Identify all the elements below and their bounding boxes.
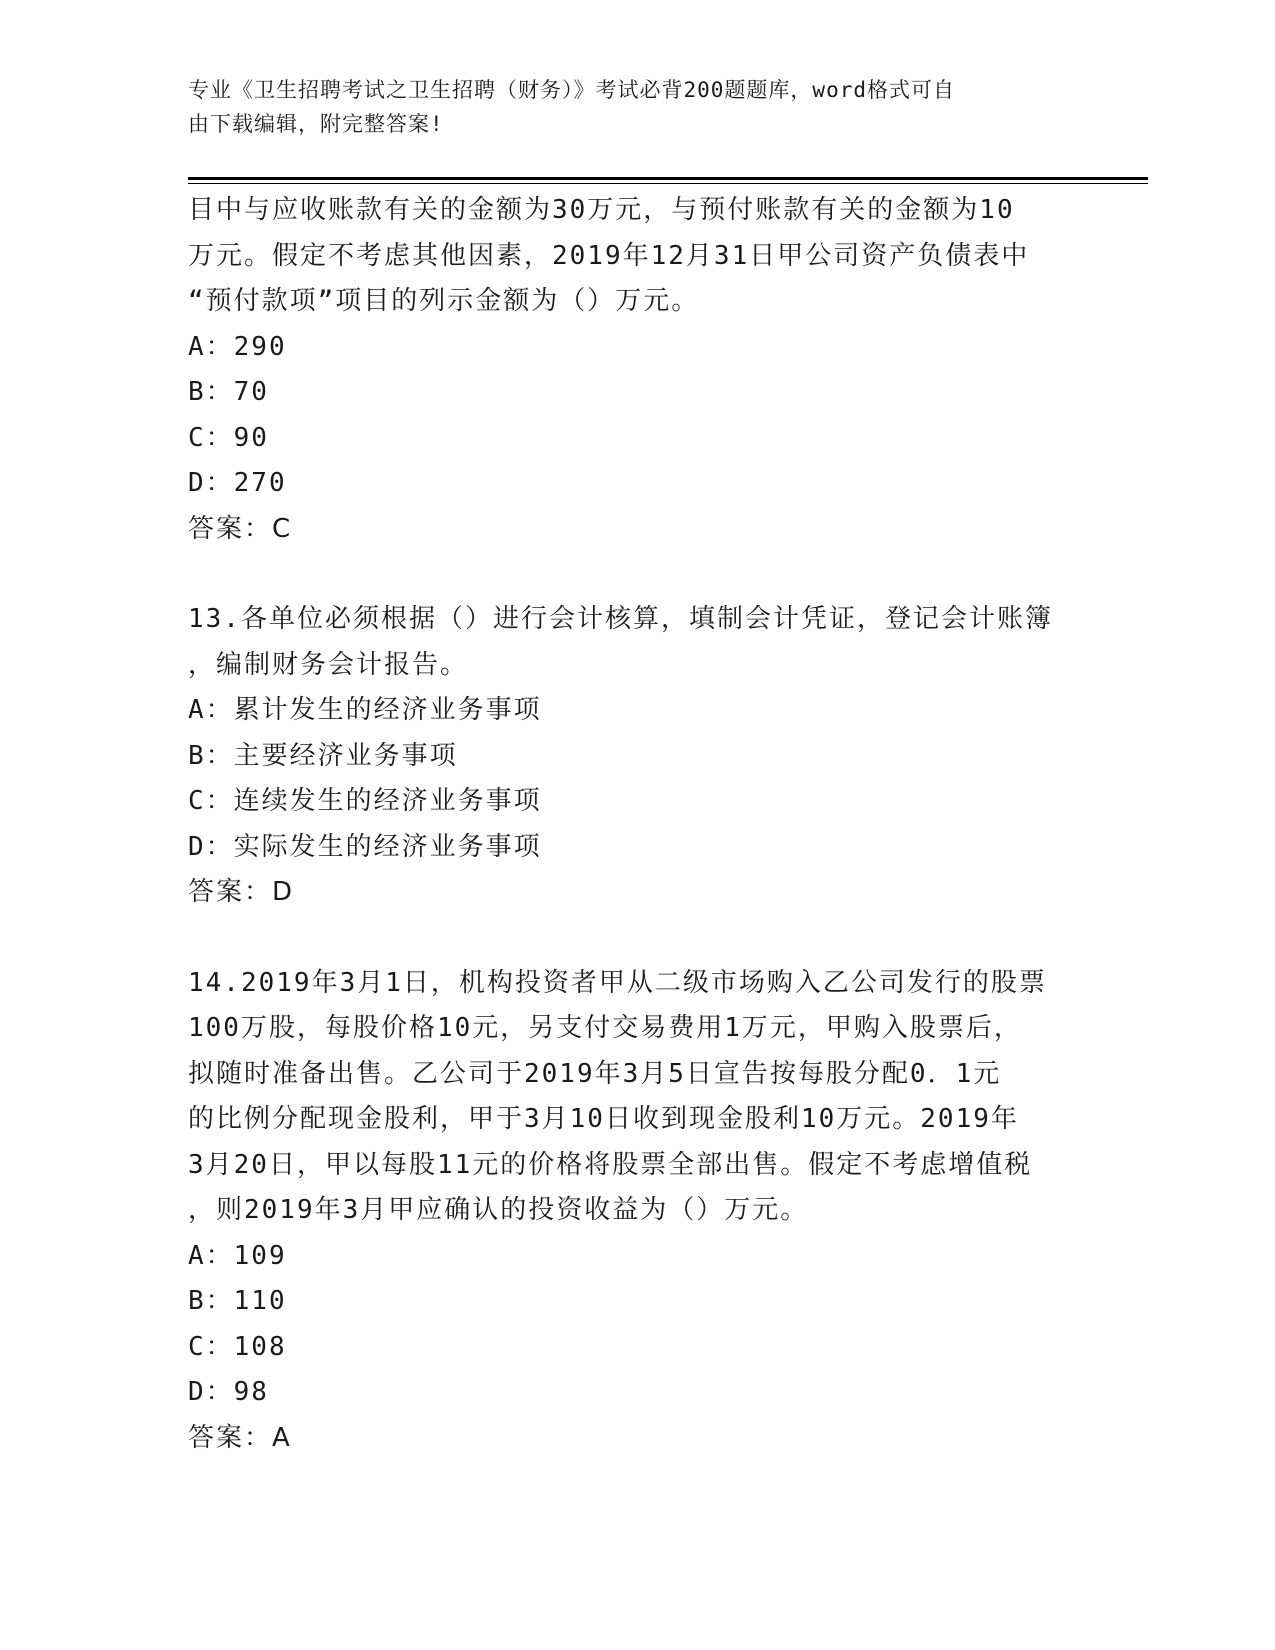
answer: 答案：C: [188, 513, 293, 544]
question-stem-line: 目中与应收账款有关的金额为30万元，与预付账款有关的金额为10: [188, 195, 1015, 225]
question-14: [188, 961, 1088, 1462]
option-c: C：108: [188, 1331, 287, 1362]
header-rule-thick: [188, 177, 1148, 180]
question-stem-line: 3月20日，甲以每股11元的价格将股票全部出售。假定不考虑增值税: [188, 1149, 1033, 1180]
option-c: C：连续发生的经济业务事项: [188, 786, 542, 816]
option-d: D：实际发生的经济业务事项: [188, 831, 542, 862]
answer: 答案：A: [188, 1422, 292, 1453]
question-stem-line: 13.各单位必须根据（）进行会计核算，填制会计凭证，登记会计账簿: [188, 604, 1053, 634]
option-a: A：109: [188, 1240, 287, 1271]
question-13: [188, 597, 1088, 916]
header-title-line-2: 由下载编辑，附完整答案!: [188, 112, 444, 136]
document-header: [188, 73, 1088, 141]
header-rule-thin: [188, 183, 1148, 184]
header-title-line-1: 专业《卫生招聘考试之卫生招聘（财务）》考试必背200题题库，word格式可自: [188, 78, 955, 102]
question-stem-line: 万元。假定不考虑其他因素，2019年12月31日甲公司资产负债表中: [188, 240, 1030, 271]
option-a: A：290: [188, 331, 287, 362]
question-stem-line: 14.2019年3月1日，机构投资者甲从二级市场购入乙公司发行的股票: [188, 967, 1047, 998]
answer: 答案：D: [188, 877, 295, 907]
question-stem-line: 的比例分配现金股利，甲于3月10日收到现金股利10万元。2019年: [188, 1104, 1019, 1134]
question-stem-line: “预付款项”项目的列示金额为（）万元。: [188, 286, 700, 316]
option-a: A：累计发生的经济业务事项: [188, 695, 542, 725]
question-12: [188, 188, 1088, 552]
option-b: B：70: [188, 377, 269, 407]
question-stem-line: ，则2019年3月甲应确认的投资收益为（）万元。: [188, 1195, 809, 1225]
option-b: B：主要经济业务事项: [188, 740, 458, 771]
question-stem-line: 拟随时准备出售。乙公司于2019年3月5日宣告按每股分配0．1元: [188, 1058, 1002, 1089]
question-stem-line: ，编制财务会计报告。: [188, 649, 469, 680]
option-c: C：90: [188, 422, 269, 453]
question-stem-line: 100万股，每股价格10元，另支付交易费用1万元，甲购入股票后，: [188, 1013, 1022, 1043]
option-d: D：270: [188, 468, 287, 498]
question-list: [188, 188, 1088, 1461]
option-b: B：110: [188, 1286, 287, 1316]
option-d: D：98: [188, 1377, 269, 1407]
